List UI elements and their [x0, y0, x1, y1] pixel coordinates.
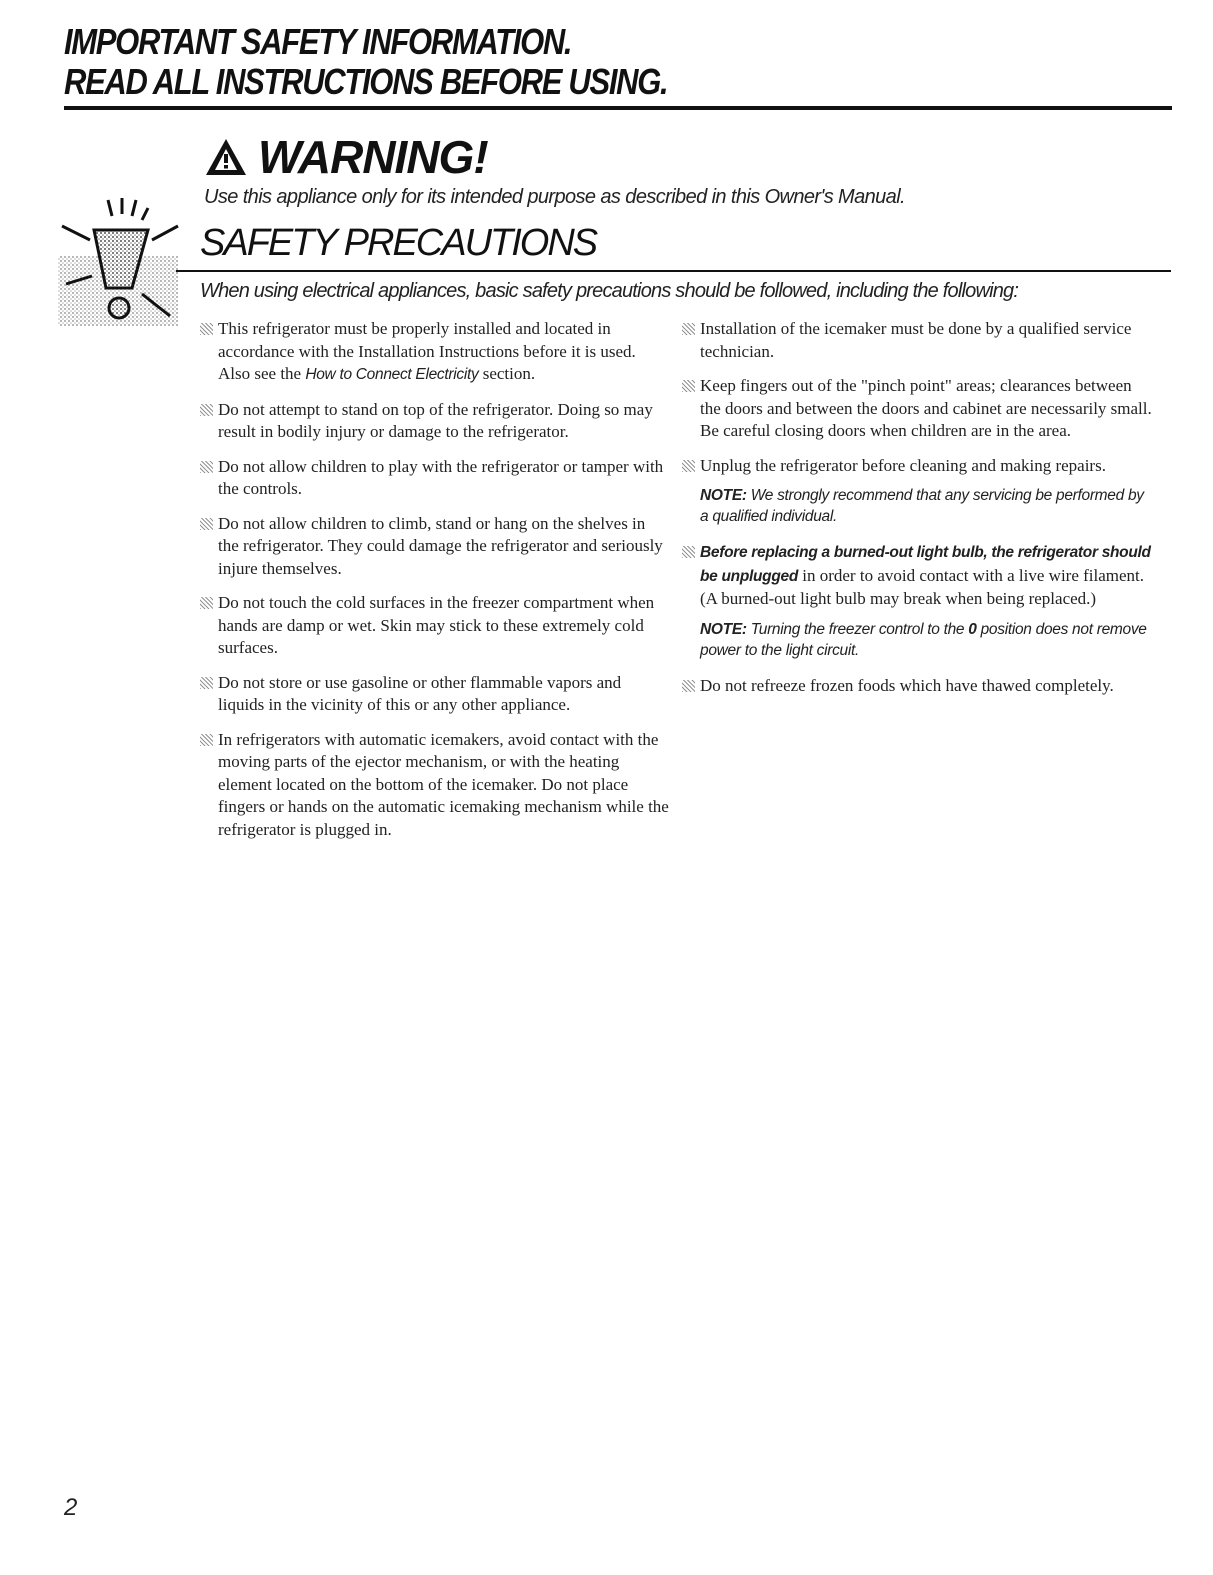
warning-triangle-icon [204, 137, 248, 177]
bullet-icon [200, 597, 213, 609]
bullet-icon [200, 323, 213, 335]
bullet-icon [682, 460, 695, 472]
warning-heading [204, 130, 488, 184]
header-line-1: IMPORTANT SAFETY INFORMATION. [64, 21, 572, 62]
page-header [64, 22, 1174, 102]
list-item: In refrigerators with automatic icemakers, avoid contact with the moving parts of the ejector mechanism, or with the heating element located on the bottom of the icemaker. Do not place fingers or hands on the automatic icemaking mechanism while the refrigerator is plugged in. [200, 729, 670, 842]
servicing-note: NOTE: We strongly recommend that any servicing be performed by a qualified individual. [700, 487, 1144, 525]
freezer-control-note: NOTE: Turning the freezer control to the 0 position does not remove power to the light circuit. [700, 620, 1147, 659]
safety-subtitle: When using electrical appliances, basic safety precautions should be followed, including the following: [200, 280, 1019, 302]
section-reference: How to Connect Electricity [305, 366, 479, 383]
intended-use-text: Use this appliance only for its intended purpose as described in this Owner's Manual. [204, 186, 906, 208]
bullet-icon [682, 680, 695, 692]
list-item: This refrigerator must be properly installed and located in accordance with the Installation Instructions before it is used. Also see the How to Connect Electricity section. [200, 318, 670, 387]
safety-precautions-title: SAFETY PRECAUTIONS [200, 222, 597, 264]
page-number: 2 [64, 1494, 78, 1521]
list-item: Do not allow children to play with the refrigerator or tamper with the controls. [200, 456, 670, 501]
bullet-icon [682, 323, 695, 335]
bullet-icon [200, 461, 213, 473]
bullet-icon [682, 546, 695, 558]
list-item: Installation of the icemaker must be done by a qualified service technician. [682, 318, 1152, 363]
light-bulb-warning: Before replacing a burned-out light bulb, the refrigerator should be unplugged [700, 544, 1151, 585]
list-item: Before replacing a burned-out light bulb, the refrigerator should be unplugged in order to avoid contact with a live wire filament. (A burned-out light bulb may break when being replaced.) [682, 541, 1152, 611]
bullet-icon [200, 518, 213, 530]
note-label: NOTE: [700, 620, 747, 638]
right-column [682, 318, 1152, 709]
note-label: NOTE: [700, 487, 747, 504]
bullet-icon [200, 404, 213, 416]
list-item: Do not refreeze frozen foods which have thawed completely. [682, 675, 1152, 698]
warning-title: WARNING! [258, 131, 488, 183]
list-item: Do not allow children to climb, stand or hang on the shelves in the refrigerator. They could damage the refrigerator and seriously injure themselves. [200, 513, 670, 581]
list-item: Do not store or use gasoline or other flammable vapors and liquids in the vicinity of this or any other appliance. [200, 672, 670, 717]
list-item: Keep fingers out of the "pinch point" areas; clearances between the doors and between the doors and cabinet are necessarily small. Be careful closing doors when children are in the area. [682, 375, 1152, 443]
list-item: Unplug the refrigerator before cleaning and making repairs. [682, 455, 1152, 478]
left-column [200, 318, 670, 853]
bullet-icon [682, 380, 695, 392]
list-item: Do not touch the cold surfaces in the freezer compartment when hands are damp or wet. Skin may stick to these extremely cold surfaces. [200, 592, 670, 660]
safety-rule [176, 270, 1171, 272]
list-item: Do not attempt to stand on top of the refrigerator. Doing so may result in bodily injury or damage to the refrigerator. [200, 399, 670, 444]
header-rule [64, 106, 1172, 110]
bullet-icon [200, 677, 213, 689]
exclamation-emblem-icon [52, 196, 184, 332]
header-line-2: READ ALL INSTRUCTIONS BEFORE USING. [64, 61, 668, 102]
bullet-icon [200, 734, 213, 746]
